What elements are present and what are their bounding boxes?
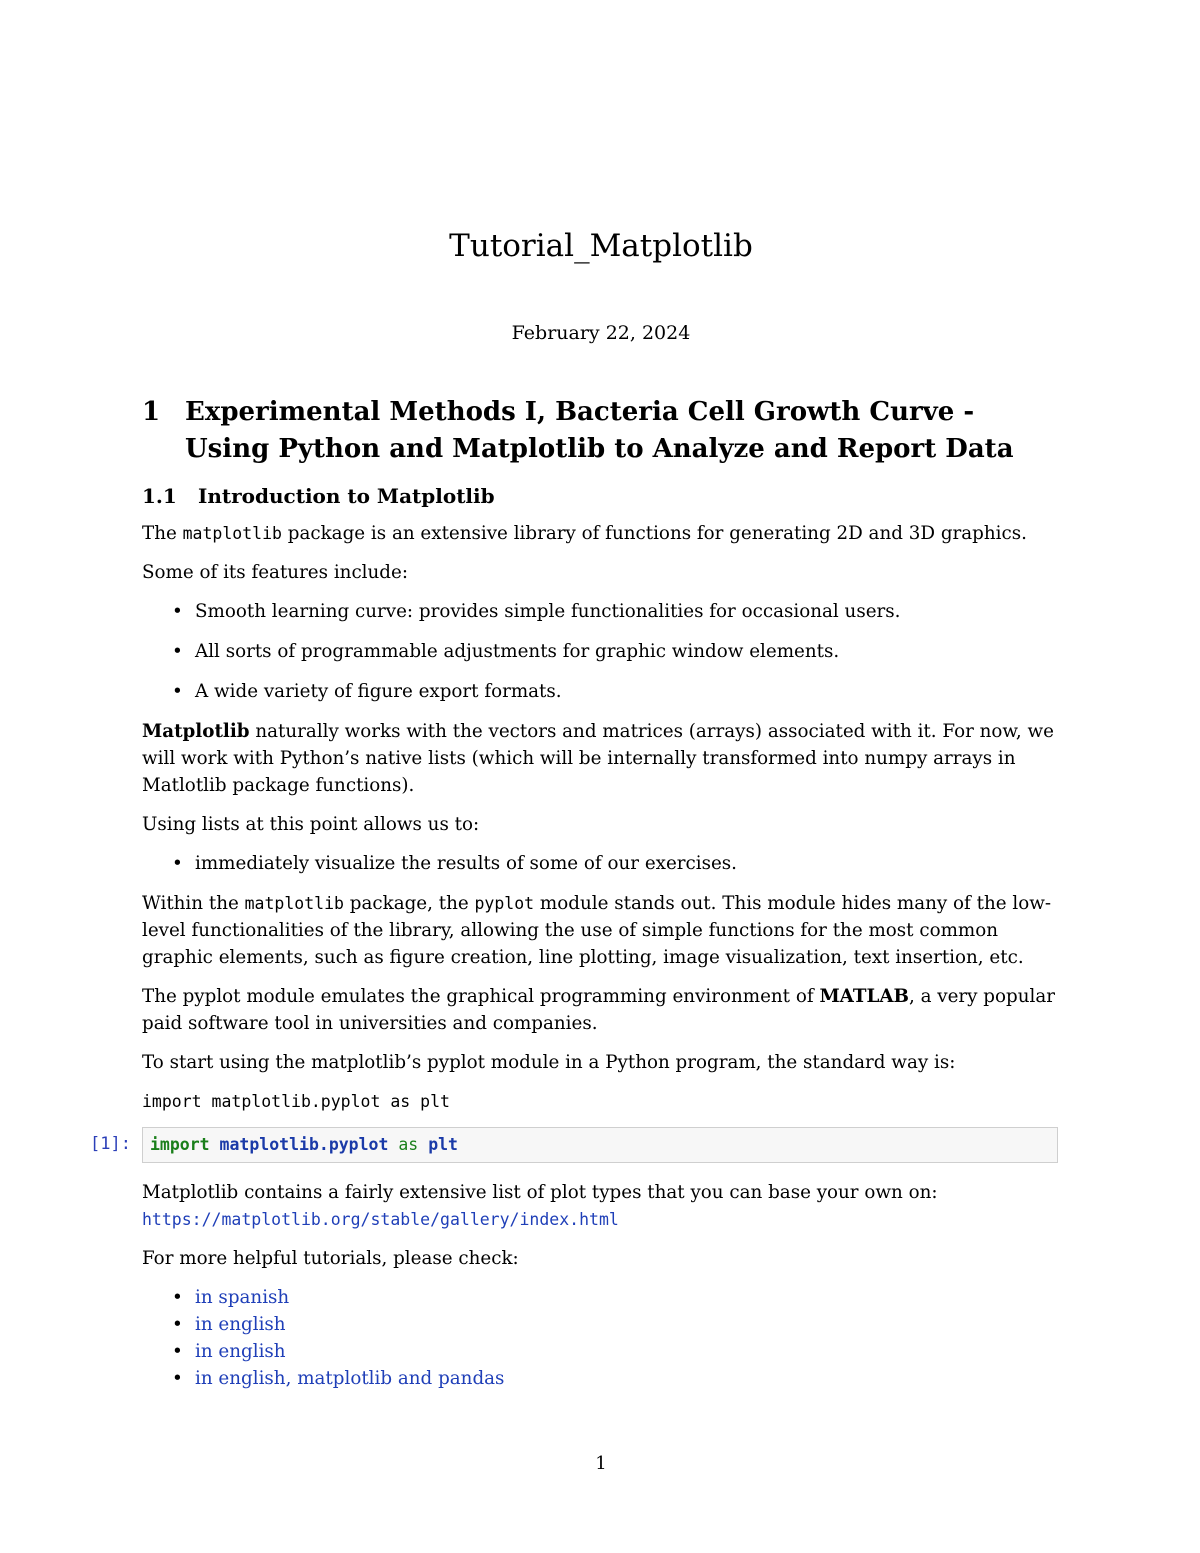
features-intro: Some of its features include: (142, 562, 408, 583)
section-heading (142, 394, 1060, 468)
tutorial-links-list (142, 1284, 1060, 1392)
tutorial-link[interactable]: • in english (142, 1338, 1060, 1365)
gallery-link[interactable]: https://matplotlib.org/stable/gallery/index.html (142, 1210, 619, 1229)
tutorial-link[interactable]: • in english, matplotlib and pandas (142, 1365, 1060, 1392)
inline-code: pyplot (474, 894, 535, 913)
standard-way-paragraph: To start using the matplotlib’s pyplot module in a Python program, the standard way is: (142, 1052, 956, 1073)
list-item: • immediately visualize the results of some of our exercises. (142, 850, 1060, 877)
document-date: February 22, 2024 (511, 322, 691, 344)
tutorials-intro: For more helpful tutorials, please check: (142, 1248, 519, 1269)
subsection-number: 1.1 (142, 484, 177, 508)
list-item: • A wide variety of figure export formats. (142, 678, 1060, 705)
page-number: 1 (595, 1453, 607, 1474)
tutorial-link[interactable]: • in english (142, 1311, 1060, 1338)
cell-prompt: [1]: (90, 1134, 131, 1154)
list-item: • Smooth learning curve: provides simple functionalities for occasional users. (142, 598, 1060, 625)
matlab-paragraph: The pyplot module emulates the graphical programming environment of MATLAB, a very popular paid software tool in universities and companies. (142, 986, 1055, 1034)
section-number: 1 (142, 397, 161, 427)
code-cell[interactable] (90, 1127, 1060, 1165)
document-page (90, 0, 1060, 1553)
features-list (142, 598, 1060, 705)
intro-paragraph: The matplotlib package is an extensive library of functions for generating 2D and 3D graphics. (142, 523, 1027, 544)
subsection-heading (142, 482, 1060, 510)
inline-code: matplotlib (244, 894, 344, 913)
arrays-paragraph: Matplotlib naturally works with the vectors and matrices (arrays) associated with it. For now, we will work with Python’s native lists (which will be internally transformed into numpy arrays in Matlotlib package functions). (142, 721, 1054, 796)
list-item: • All sorts of programmable adjustments for graphic window elements. (142, 638, 1060, 665)
lists-intro: Using lists at this point allows us to: (142, 814, 480, 835)
code-input[interactable]: import matplotlib.pyplot as plt (142, 1127, 1058, 1163)
subsection-title: Introduction to Matplotlib (198, 484, 495, 508)
gallery-paragraph: Matplotlib contains a fairly extensive list of plot types that you can base your own on: https://matplotlib.org/stable/gallery/index.html (142, 1182, 938, 1229)
tutorial-link[interactable]: • in spanish (142, 1284, 1060, 1311)
section-title: Experimental Methods I, Bacteria Cell Growth Curve - Using Python and Matplotlib to Analyze and Report Data (185, 397, 1014, 464)
pyplot-paragraph: Within the matplotlib package, the pyplot module stands out. This module hides many of the low-level functionalities of the library, allowing the use of simple functions for the most common graphic elements, such as figure creation, line plotting, image visualization, text insertion, etc. (142, 893, 1052, 968)
document-content (90, 394, 1060, 1392)
import-code-line: import matplotlib.pyplot as plt (142, 1092, 450, 1111)
uses-list (142, 850, 1060, 877)
inline-code: matplotlib (182, 524, 282, 543)
document-title: Tutorial_Matplotlib (449, 228, 753, 264)
